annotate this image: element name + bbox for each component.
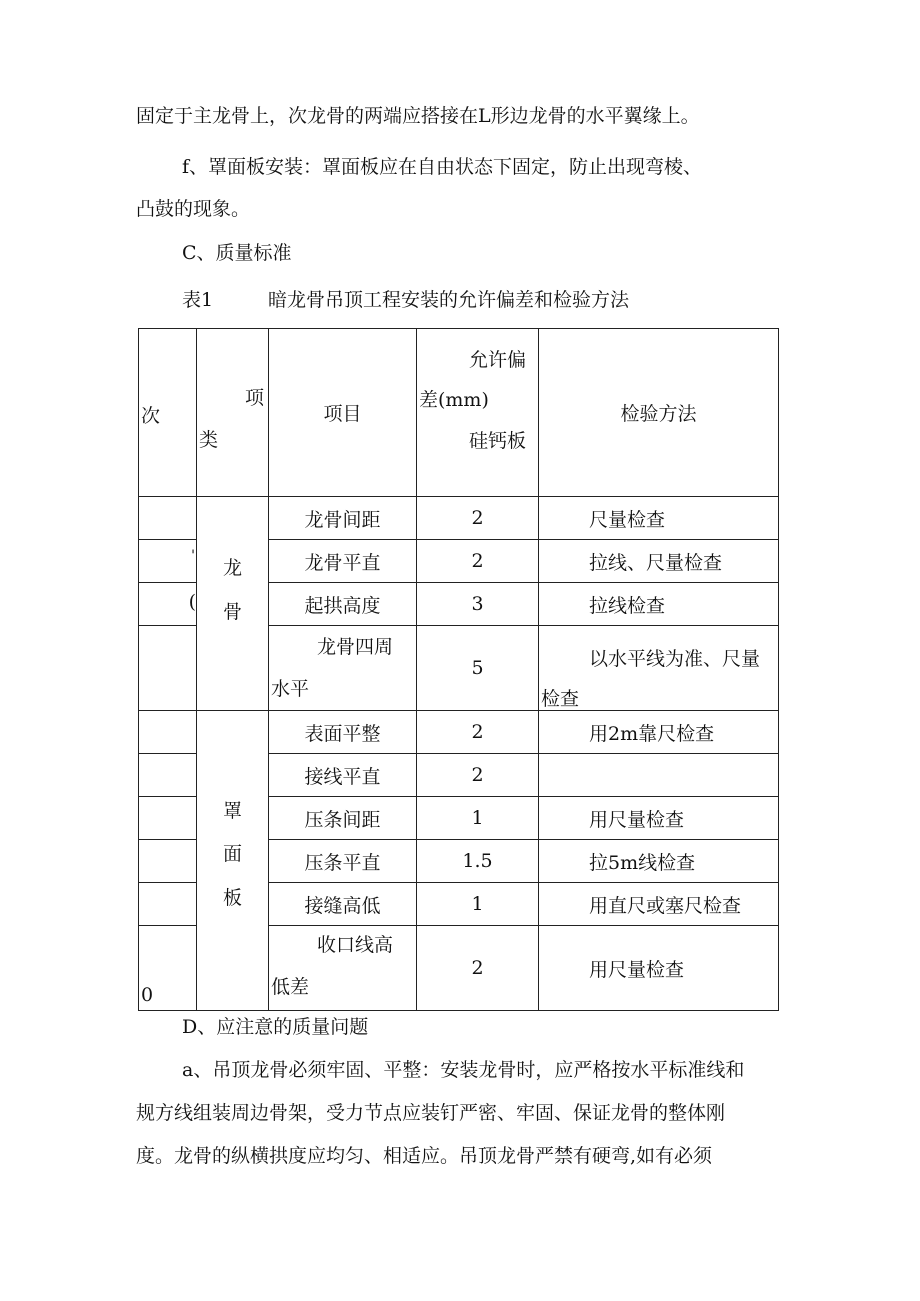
tolerance-cell: 1.5 [417, 840, 539, 883]
tolerance-cell: 1 [417, 797, 539, 840]
sequence-cell [139, 840, 197, 883]
header-cell-item: 项目 [269, 329, 417, 497]
paragraph-f-line2: 凸鼓的现象。 [136, 198, 251, 220]
item-cell: 龙骨平直 [269, 540, 417, 583]
tolerance-cell: 2 [417, 540, 539, 583]
item-cell: 龙骨四周 水平 [269, 626, 417, 711]
method-cell [539, 754, 779, 797]
item-cell: 接线平直 [269, 754, 417, 797]
method-cell: 拉线、尺量检查 [539, 540, 779, 583]
table-caption-label: 表1 [182, 289, 214, 311]
sequence-cell: 0 [139, 926, 197, 1011]
item-cell: 表面平整 [269, 711, 417, 754]
tolerance-table [138, 328, 779, 1011]
table-caption-title: 暗龙骨吊顶工程安装的允许偏差和检验方法 [268, 289, 630, 311]
sequence-cell: ( [139, 583, 197, 626]
method-cell: 用尺量检查 [539, 797, 779, 840]
method-cell: 尺量检查 [539, 497, 779, 540]
paragraph-f-line1: f、罩面板安装：罩面板应在自由状态下固定，防止出现弯棱、 [182, 156, 703, 178]
section-heading-d: D、应注意的质量问题 [182, 1016, 369, 1038]
tolerance-cell: 2 [417, 754, 539, 797]
sequence-cell [139, 711, 197, 754]
item-cell: 龙骨间距 [269, 497, 417, 540]
category-panel-char2: 面 [222, 843, 242, 865]
item-cell: 收口线高 低差 [269, 926, 417, 1011]
category-panel-char1: 罩 [222, 800, 242, 822]
sequence-cell [139, 626, 197, 711]
header-cell-sequence: 次 [139, 329, 197, 497]
tolerance-cell: 2 [417, 497, 539, 540]
item-cell: 压条间距 [269, 797, 417, 840]
item-cell: 起拱高度 [269, 583, 417, 626]
item-cell: 接缝高低 [269, 883, 417, 926]
paragraph-continuation: 固定于主龙骨上，次龙骨的两端应搭接在L形边龙骨的水平翼缘上。 [136, 105, 700, 127]
paragraph-a-line1: a、吊顶龙骨必须牢固、平整：安装龙骨时，应严格按水平标准线和 [182, 1059, 745, 1081]
sequence-cell [139, 883, 197, 926]
header-cell-tolerance: 允许偏 差(mm) 硅钙板 [417, 329, 539, 497]
tolerance-cell: 5 [417, 626, 539, 711]
section-heading-c: C、质量标准 [182, 242, 292, 264]
category-panel-char3: 板 [222, 887, 242, 909]
sequence-cell [139, 797, 197, 840]
paragraph-a-line3: 度。龙骨的纵横拱度应均匀、相适应。吊顶龙骨严禁有硬弯,如有必须 [136, 1145, 713, 1167]
method-cell: 拉5m线检查 [539, 840, 779, 883]
table-row [139, 497, 779, 540]
category-cell-panel [197, 711, 269, 1011]
sequence-cell [139, 754, 197, 797]
method-cell: 用2m靠尺检查 [539, 711, 779, 754]
tolerance-cell: 2 [417, 926, 539, 1011]
table-row [139, 711, 779, 754]
table-header-row [139, 329, 779, 497]
tolerance-cell: 1 [417, 883, 539, 926]
category-keel-char2: 骨 [222, 601, 242, 623]
method-cell: 用尺量检查 [539, 926, 779, 1011]
paragraph-a-line2: 规方线组装周边骨架，受力节点应装钉严密、牢固、保证龙骨的整体刚 [136, 1102, 726, 1124]
item-cell: 压条平直 [269, 840, 417, 883]
method-cell: 用直尺或塞尺检查 [539, 883, 779, 926]
sequence-cell: ' [139, 540, 197, 583]
tolerance-cell: 3 [417, 583, 539, 626]
category-cell-keel [197, 497, 269, 711]
method-cell: 以水平线为准、尺量 检查 [539, 626, 779, 711]
method-cell: 拉线检查 [539, 583, 779, 626]
header-cell-category: 项 类 [197, 329, 269, 497]
tolerance-cell: 2 [417, 711, 539, 754]
header-cell-method: 检验方法 [539, 329, 779, 497]
sequence-cell [139, 497, 197, 540]
category-keel-char1: 龙 [222, 557, 242, 579]
